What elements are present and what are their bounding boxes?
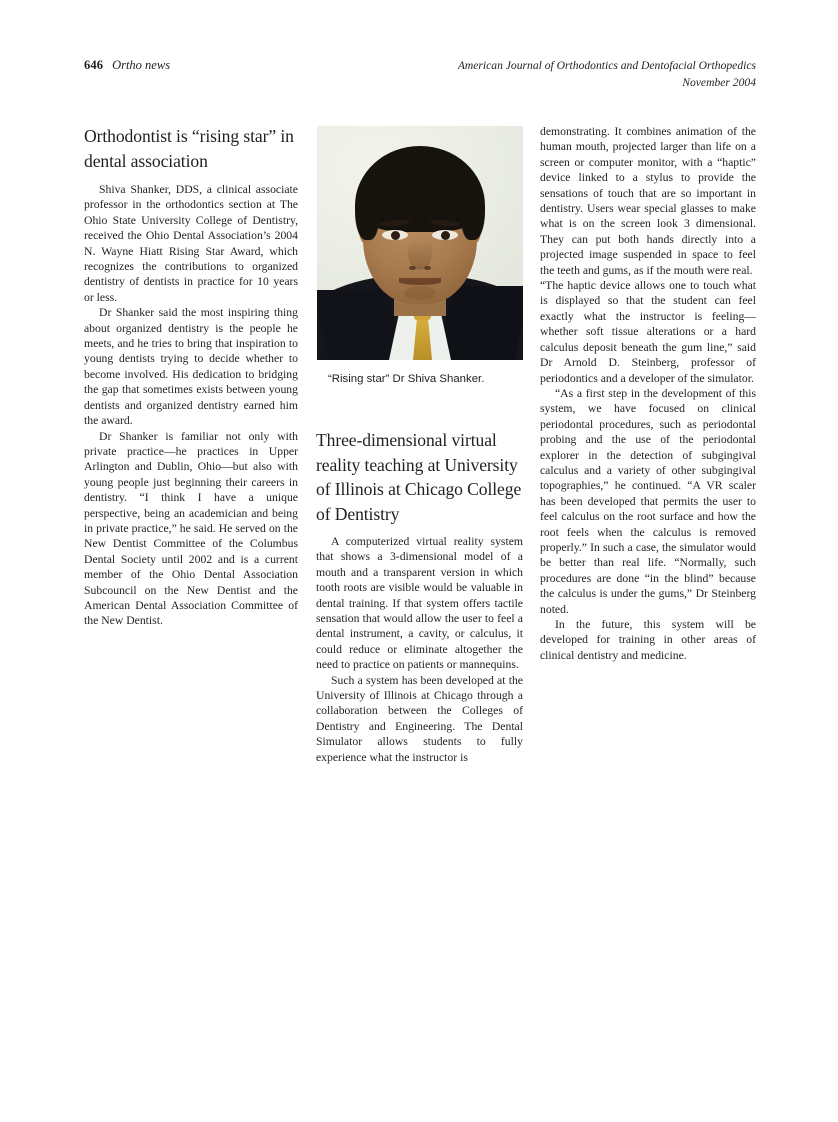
article-one-paragraph: Dr Shanker said the most inspiring thing about organized dentistry is the people he meets, and he tries to bring that inspiration to young dentists trying to decide whether to become involved. His dedication to bridging the gap that sometimes exists between young dentists and organized dentistry earned him the award. bbox=[84, 306, 298, 428]
section-name: Ortho news bbox=[112, 58, 171, 72]
issue-date: November 2004 bbox=[682, 75, 756, 89]
column-one bbox=[84, 124, 298, 629]
article-two-headline: Three-dimensional virtual reality teaching at University of Illinois at Chicago College of Dentistry bbox=[316, 430, 522, 524]
article-two-paragraph: Such a system has been developed at the University of Illinois at Chicago through a collaboration between the Colleges of Dentistry and Engineering. The Dental Simulator allows students to fully experience what the instructor is bbox=[316, 673, 523, 764]
column-three bbox=[540, 124, 756, 663]
article-two-paragraph: A computerized virtual reality system that shows a 3-dimensional model of a mouth and a transparent version in which tooth roots are visible would be valuable in dental training. If that system offers tactile sensation that would allow the user to feel a dental instrument, a cavity, or calculus, it could reduce or eliminate altogether the need to practice on patients or mannequins. bbox=[316, 535, 523, 672]
article-two-paragraph: In the future, this system will be developed for training in other areas of clinical dentistry and medicine. bbox=[540, 618, 756, 662]
journal-title: American Journal of Orthodontics and Dentofacial Orthopedics bbox=[457, 59, 756, 72]
mouth bbox=[399, 278, 441, 285]
photo-caption: “Rising star” Dr Shiva Shanker. bbox=[328, 373, 485, 385]
article-one-paragraph: Dr Shanker is familiar not only with private practice—he practices in Upper Arlington and Dublin, Ohio—but also with young people just beginning their careers in dentistry. “I think I have a unique perspective, being an academician and being in private practice,” he said. He served on the New Dentist Committee of the Columbus Dental Society until 2002 and is a current member of the Ohio Dental Association Subcouncil on the New Dentist and the American Dental Association Committee of the New Dentist. bbox=[84, 429, 298, 628]
article-two-paragraph: “The haptic device allows one to touch what is displayed so that the student can feel exactly what the instructor is feeling—whether soft tissue alterations or a hard calculus deposit beneath the gum line,” said Dr Arnold D. Steinberg, professor of periodontics and a developer of the simulator. bbox=[540, 279, 756, 385]
article-one-paragraph: Shiva Shanker, DDS, a clinical associate professor in the orthodontics section at The Ohio State University College of Dentistry, received the Ohio Dental Association’s 2004 N. Wayne Hiatt Rising Star Award, which recognizes the contributions to organized dentistry of dentists in practice for 10 years or less. bbox=[84, 183, 298, 304]
article-one-headline: Orthodontist is “rising star” in dental association bbox=[84, 126, 294, 171]
article-two-paragraph: “As a first step in the development of this system, we have focused on clinical periodontal procedures, such as periodontal probing and the use of the periodontal explorer in the detection of subgingival calculus and a variety of other subgingival topographies,” he continued. “A VR scaler has been developed that permits the user to feel calculus on the root surface and how the root feels when the calculus is removed properly.” In such a case, the simulator would be better than real life. “Normally, such procedures are done “in the blind” because the calculus is under the gums,” Dr Steinberg noted. bbox=[540, 386, 756, 616]
nostril-left bbox=[409, 266, 416, 270]
folio-group bbox=[84, 58, 170, 73]
column-two bbox=[316, 428, 523, 765]
page-number: 646 bbox=[84, 58, 104, 72]
portrait-image bbox=[317, 126, 523, 360]
hair-side-left bbox=[355, 178, 379, 240]
eye-left bbox=[382, 230, 408, 240]
journal-info bbox=[458, 58, 756, 91]
portrait-photo bbox=[317, 126, 523, 360]
pupil-left bbox=[391, 231, 400, 240]
pupil-right bbox=[441, 231, 450, 240]
running-head bbox=[84, 58, 756, 102]
nostril-right bbox=[424, 266, 431, 270]
article-two-paragraph: demonstrating. It combines animation of the human mouth, projected larger than life on a screen or computer monitor, with a “haptic” device linked to a stylus to provide the sensations of touch that are so important in dentistry. Users wear special glasses to make what is on the screen look 3 dimensional. They can put both hands directly into a projected image suspended in space to feel the teeth and gums, as if the mouth were real. bbox=[540, 125, 756, 277]
eye-right bbox=[432, 230, 458, 240]
chin bbox=[404, 286, 436, 300]
